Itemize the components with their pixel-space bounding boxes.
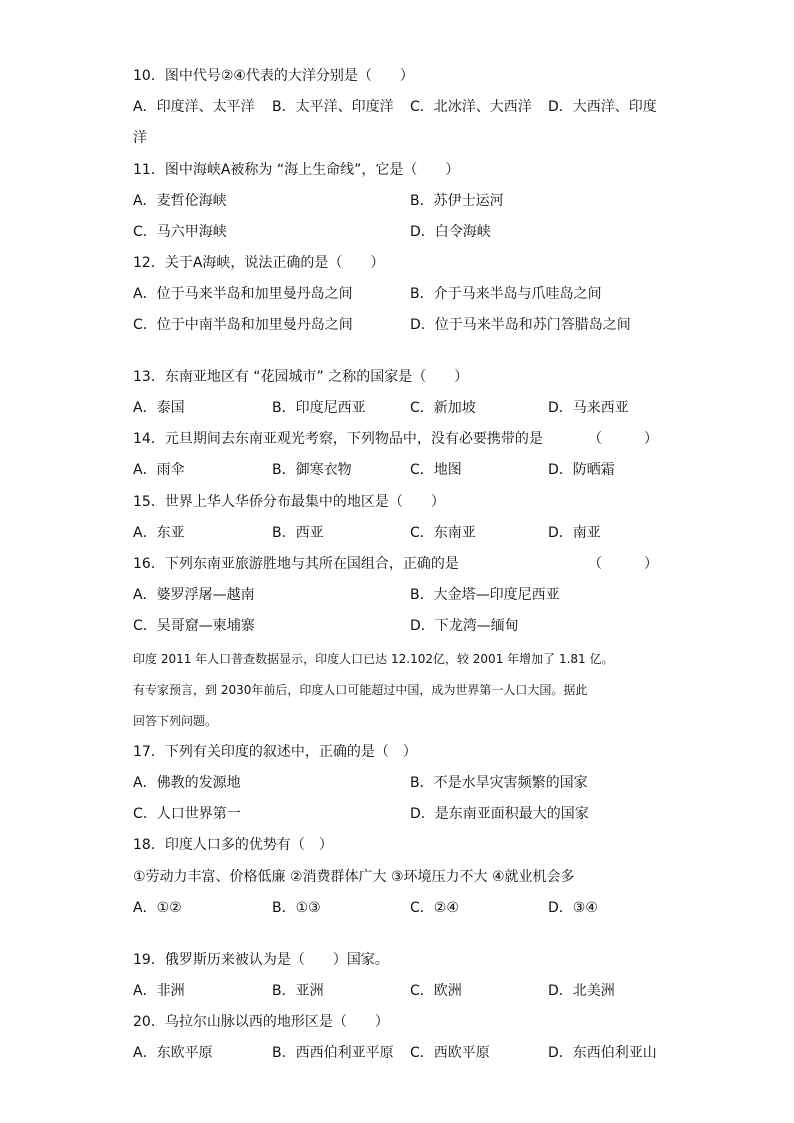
q17-option-d: D．是东南亚面积最大的国家 bbox=[410, 806, 589, 822]
q17-option-a: A．佛教的发源地 bbox=[133, 775, 241, 791]
q19-stem: 19．俄罗斯历来被认为是（ ）国家。 bbox=[133, 952, 389, 968]
q18-option-a: A．①② bbox=[133, 900, 182, 916]
q14-stem: 14．元旦期间去东南亚观光考察，下列物品中，没有必要携带的是 bbox=[133, 431, 543, 447]
q10-option-b: B．太平洋、印度洋 bbox=[272, 99, 394, 115]
q18-option-b: B．①③ bbox=[272, 900, 321, 916]
q19-option-d: D．北美洲 bbox=[548, 983, 615, 999]
q14-option-d: D．防晒霜 bbox=[548, 462, 615, 478]
q10-option-d-continued: 洋 bbox=[133, 130, 147, 146]
q20-stem: 20．乌拉尔山脉以西的地形区是（ ） bbox=[133, 1014, 389, 1030]
q17-option-b: B．不是水旱灾害频繁的国家 bbox=[410, 775, 588, 791]
q20-option-d: D．东西伯利亚山 bbox=[548, 1045, 657, 1061]
q13-option-d: D．马来西亚 bbox=[548, 400, 629, 416]
q19-option-b: B．亚洲 bbox=[272, 983, 324, 999]
q19-option-c: C．欧洲 bbox=[410, 983, 462, 999]
passage-line-1: 印度 2011 年人口普查数据显示，印度人口已达 12.102亿，较 2001 年增加了 1.81 亿。 bbox=[133, 652, 614, 666]
q16-answer-paren: （ ） bbox=[588, 556, 658, 572]
q12-option-c: C．位于中南半岛和加里曼丹岛之间 bbox=[133, 317, 353, 333]
q19-option-a: A．非洲 bbox=[133, 983, 185, 999]
q18-stem: 18．印度人口多的优势有（ ） bbox=[133, 837, 333, 853]
q10-option-d: D．大西洋、印度 bbox=[548, 99, 657, 115]
q15-option-c: C．东南亚 bbox=[410, 525, 476, 541]
q13-option-a: A．泰国 bbox=[133, 400, 185, 416]
q14-option-c: C．地图 bbox=[410, 462, 462, 478]
q12-option-d: D．位于马来半岛和苏门答腊岛之间 bbox=[410, 317, 631, 333]
q10-option-a: A．印度洋、太平洋 bbox=[133, 99, 255, 115]
q10-option-c: C．北冰洋、大西洋 bbox=[410, 99, 532, 115]
q12-option-a: A．位于马来半岛和加里曼丹岛之间 bbox=[133, 286, 353, 302]
q16-option-b: B．大金塔—印度尼西亚 bbox=[410, 587, 560, 603]
q13-option-c: C．新加坡 bbox=[410, 400, 476, 416]
passage-line-3: 回答下列问题。 bbox=[133, 714, 218, 728]
q14-option-a: A．雨伞 bbox=[133, 462, 185, 478]
q14-option-b: B．御寒衣物 bbox=[272, 462, 352, 478]
q10-stem: 10．图中代号②④代表的大洋分别是（ ） bbox=[133, 68, 414, 84]
passage-line-2: 有专家预言，到 2030年前后，印度人口可能超过中国，成为世界第一人口大国。据此 bbox=[133, 683, 588, 697]
q11-stem: 11．图中海峡A被称为 “海上生命线”，它是（ ） bbox=[133, 162, 460, 178]
q15-option-b: B．西亚 bbox=[272, 525, 324, 541]
q18-option-c: C．②④ bbox=[410, 900, 459, 916]
q16-stem: 16．下列东南亚旅游胜地与其所在国组合，正确的是 bbox=[133, 556, 459, 572]
q18-option-d: D．③④ bbox=[548, 900, 598, 916]
q13-stem: 13．东南亚地区有 “花园城市” 之称的国家是（ ） bbox=[133, 369, 469, 385]
q12-option-b: B．介于马来半岛与爪哇岛之间 bbox=[410, 286, 602, 302]
q17-stem: 17．下列有关印度的叙述中，正确的是（ ） bbox=[133, 744, 417, 760]
q16-option-d: D．下龙湾—缅甸 bbox=[410, 618, 519, 634]
q20-option-a: A．东欧平原 bbox=[133, 1045, 213, 1061]
q18-items: ①劳动力丰富、价格低廉 ②消费群体广大 ③环境压力不大 ④就业机会多 bbox=[133, 869, 575, 885]
q11-option-a: A．麦哲伦海峡 bbox=[133, 193, 227, 209]
q15-stem: 15．世界上华人华侨分布最集中的地区是（ ） bbox=[133, 494, 445, 510]
q16-option-c: C．吴哥窟—柬埔寨 bbox=[133, 618, 255, 634]
q14-answer-paren: （ ） bbox=[588, 431, 658, 447]
q11-option-c: C．马六甲海峡 bbox=[133, 224, 227, 240]
q11-option-b: B．苏伊士运河 bbox=[410, 193, 504, 209]
q20-option-b: B．西西伯利亚平原 bbox=[272, 1045, 394, 1061]
q15-option-a: A．东亚 bbox=[133, 525, 185, 541]
q16-option-a: A．婆罗浮屠—越南 bbox=[133, 587, 255, 603]
q12-stem: 12．关于A海峡，说法正确的是（ ） bbox=[133, 255, 385, 271]
q15-option-d: D．南亚 bbox=[548, 525, 601, 541]
q13-option-b: B．印度尼西亚 bbox=[272, 400, 366, 416]
q11-option-d: D．白令海峡 bbox=[410, 224, 491, 240]
q20-option-c: C．西欧平原 bbox=[410, 1045, 490, 1061]
q17-option-c: C．人口世界第一 bbox=[133, 806, 241, 822]
